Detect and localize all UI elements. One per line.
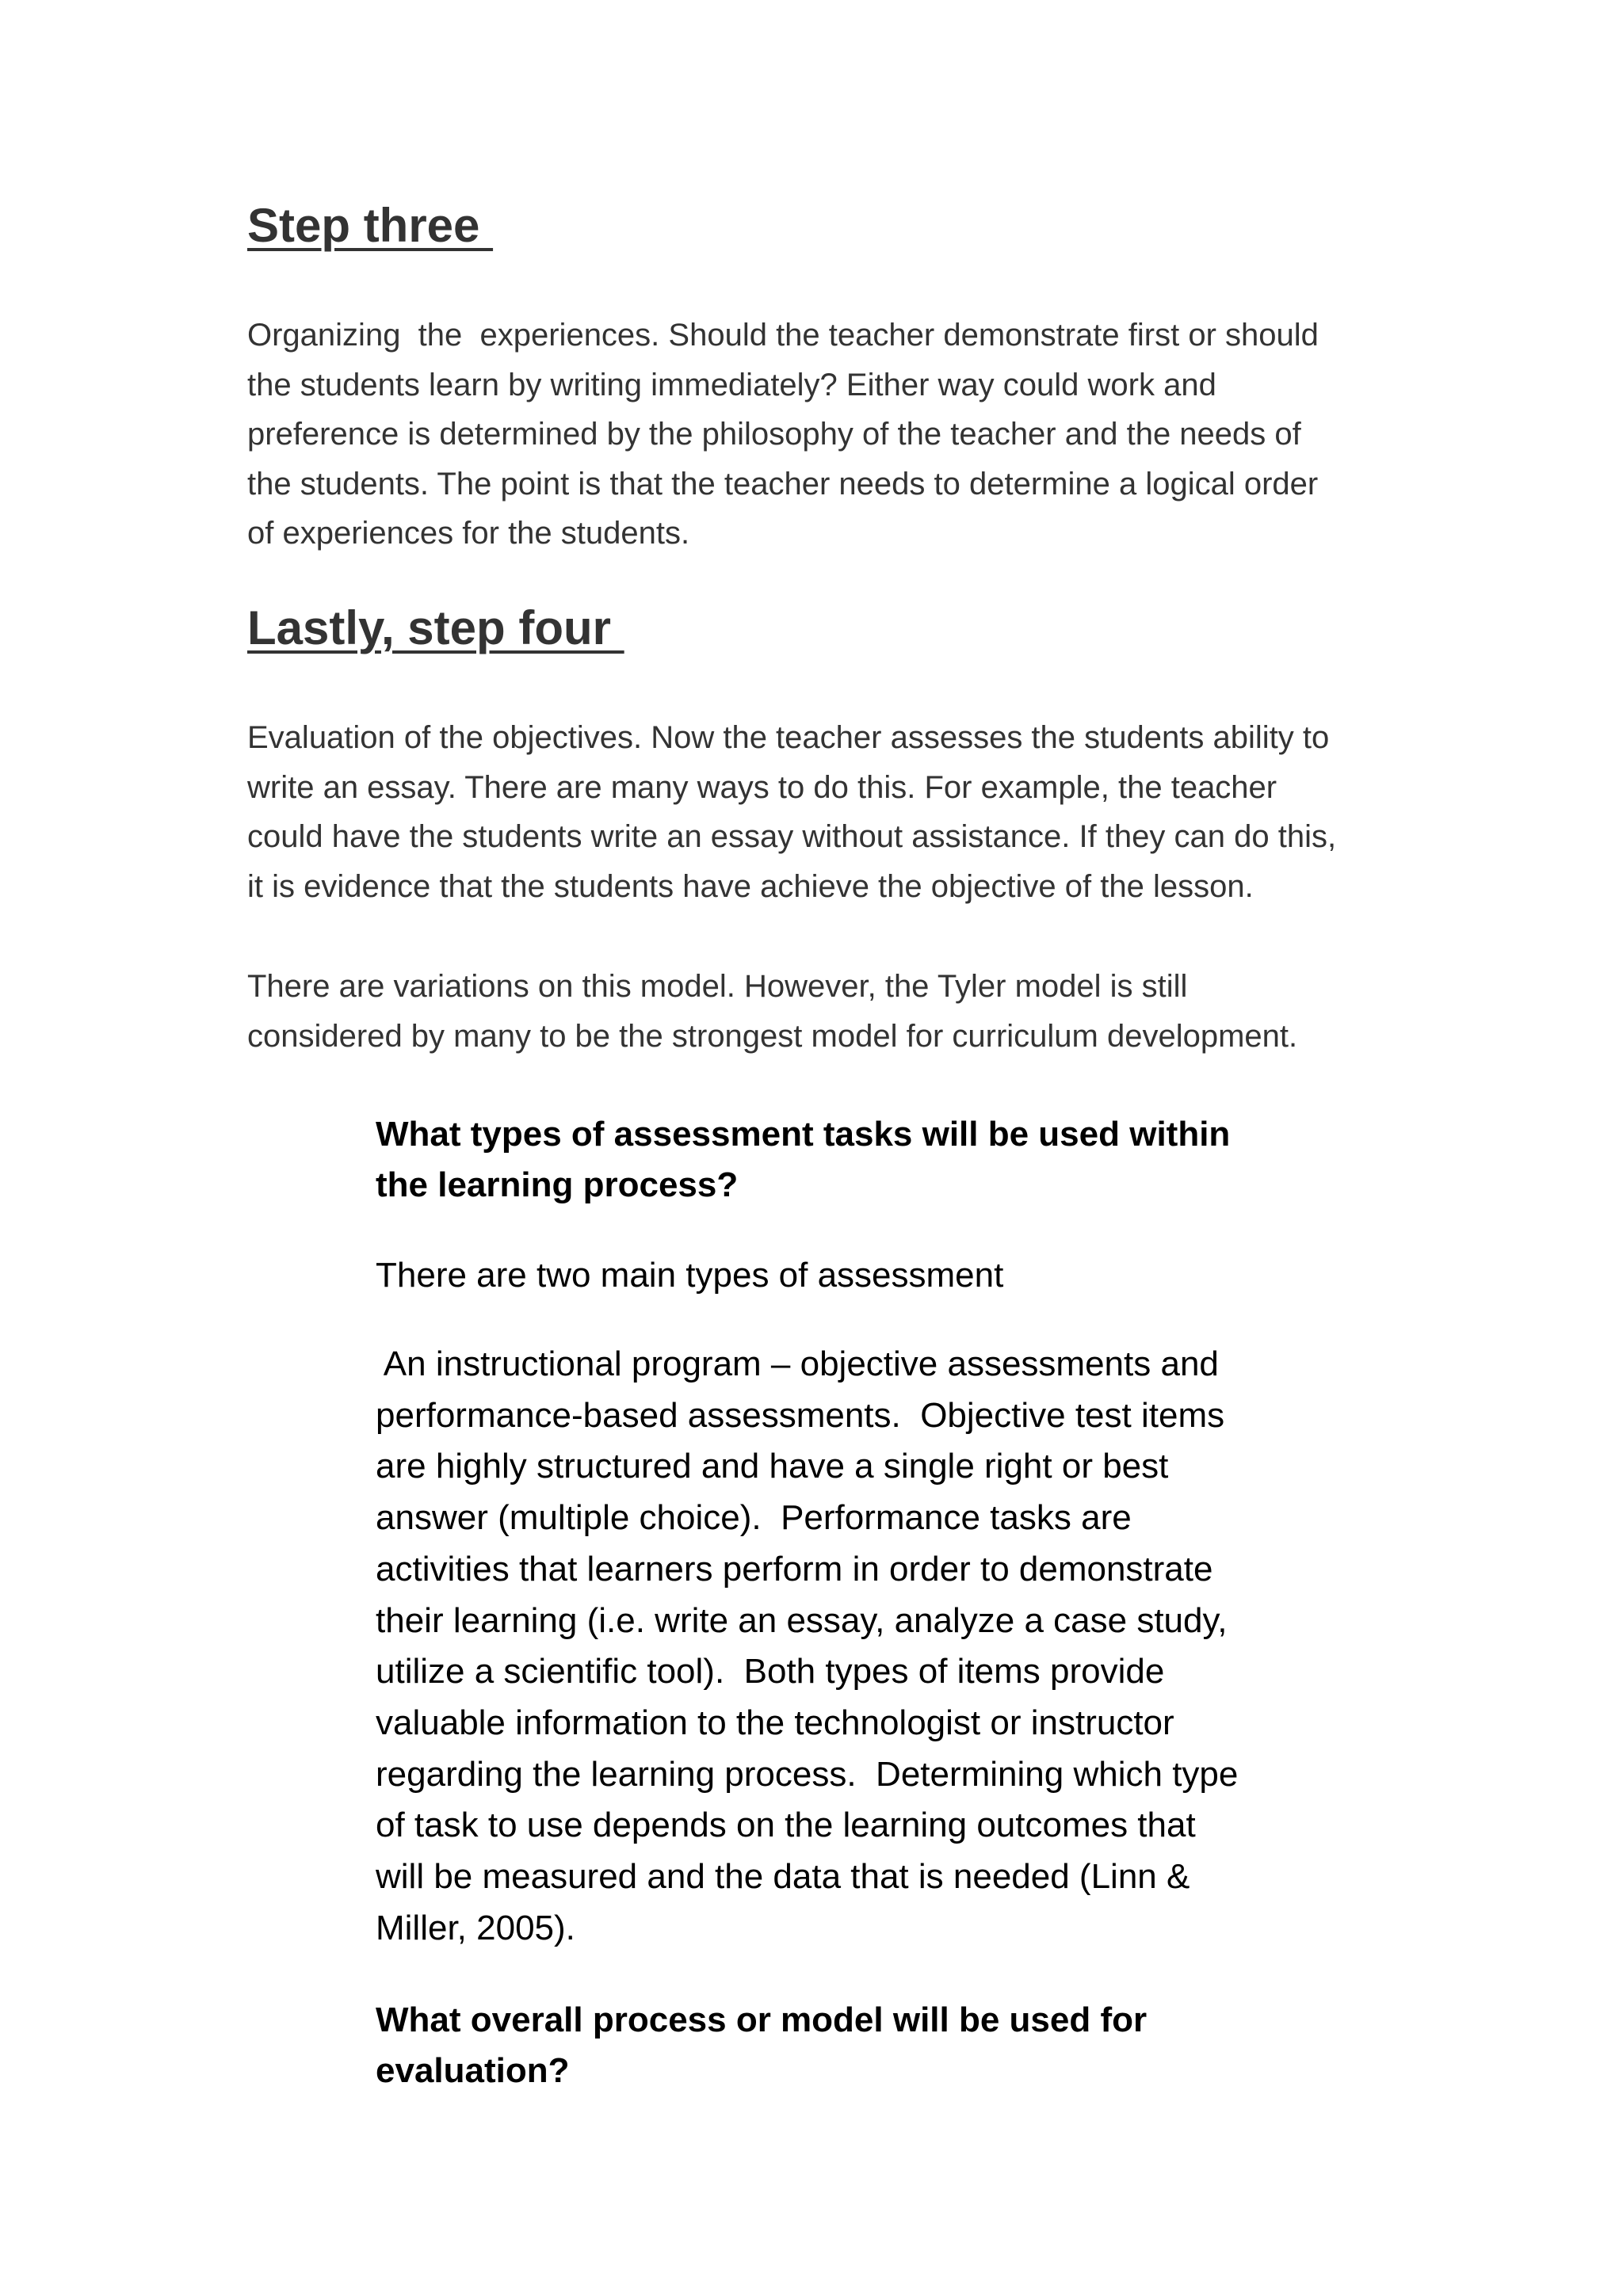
paragraph-line: activities that learners perform in order to demonstrate (376, 1549, 1213, 1589)
assessment-tasks-question (376, 1109, 1327, 1211)
paragraph-line: of task to use depends on the learning outcomes that (376, 1806, 1196, 1845)
instructional-program-paragraph (376, 1339, 1327, 1954)
paragraph-line: could have the students write an essay without assistance. If they can do this, (247, 819, 1337, 854)
paragraph-line: write an essay. There are many ways to do this. For example, the teacher (247, 769, 1277, 805)
paragraph-line: Evaluation of the objectives. Now the teacher assesses the students ability to (247, 720, 1330, 755)
paragraph-line: the students. The point is that the teacher needs to determine a logical order (247, 466, 1319, 502)
step-four-heading: Lastly, step four (247, 601, 624, 654)
statement-line: There are two main types of assessment (376, 1256, 1004, 1295)
paragraph-line: will be measured and the data that is needed (Linn & (376, 1857, 1190, 1897)
step-four-paragraph (247, 713, 1388, 911)
step-three-heading: Step three (247, 199, 494, 252)
paragraph-line: An instructional program – objective assessments and (376, 1344, 1219, 1383)
paragraph-line: valuable information to the technologist or instructor (376, 1703, 1174, 1742)
variations-paragraph (247, 962, 1388, 1061)
paragraph-line: considered by many to be the strongest model for curriculum development. (247, 1018, 1298, 1054)
paragraph-line: it is evidence that the students have achieve the objective of the lesson. (247, 868, 1254, 904)
paragraph-line: utilize a scientific tool). Both types of items provide (376, 1652, 1165, 1691)
paragraph-line: preference is determined by the philosophy of the teacher and the needs of (247, 417, 1301, 452)
question-line: What overall process or model will be used for (376, 2000, 1148, 2039)
paragraph-line: the students learn by writing immediately? Either way could work and (247, 367, 1216, 402)
paragraph-line: Organizing the experiences. Should the teacher demonstrate first or should (247, 318, 1319, 353)
paragraph-line: answer (multiple choice). Performance tasks are (376, 1498, 1132, 1538)
paragraph-line: There are variations on this model. However, the Tyler model is still (247, 969, 1188, 1004)
paragraph-line: regarding the learning process. Determining which type (376, 1754, 1239, 1794)
question-line: evaluation? (376, 2051, 570, 2090)
question-line: the learning process? (376, 1165, 739, 1204)
paragraph-line: Miller, 2005). (376, 1908, 575, 1947)
paragraph-line: their learning (i.e. write an essay, analyze a case study, (376, 1600, 1228, 1640)
paragraph-line: are highly structured and have a single right or best (376, 1447, 1169, 1486)
two-types-statement (376, 1250, 1327, 1302)
paragraph-line: of experiences for the students. (247, 516, 690, 551)
question-line: What types of assessment tasks will be used within (376, 1115, 1231, 1154)
step-three-paragraph (247, 311, 1388, 559)
paragraph-line: performance-based assessments. Objective test items (376, 1395, 1225, 1435)
evaluation-model-question (376, 1995, 1327, 2096)
